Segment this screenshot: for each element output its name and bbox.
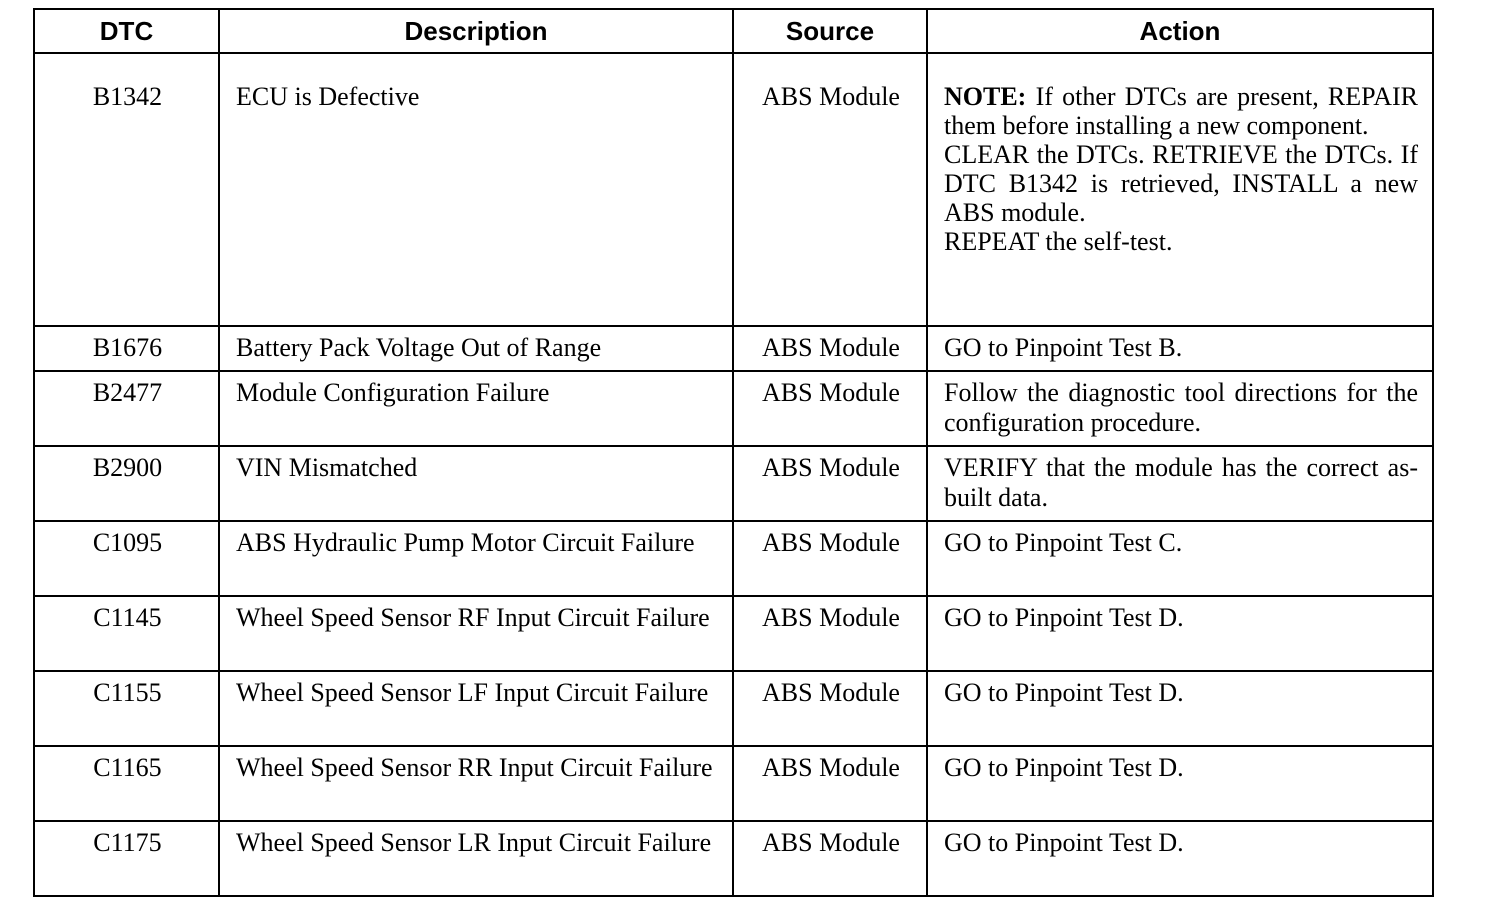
- dtc-source: ABS Module: [733, 326, 927, 371]
- table-row: [34, 521, 1433, 596]
- dtc-source: ABS Module: [733, 521, 927, 596]
- dtc-action: VERIFY that the module has the correct as-built data.: [927, 446, 1433, 521]
- dtc-source: ABS Module: [733, 671, 927, 746]
- dtc-description: Wheel Speed Sensor LF Input Circuit Failure: [219, 671, 733, 746]
- table-row: [34, 746, 1433, 821]
- action-extra-text: REPEAT the self-test.: [944, 227, 1173, 256]
- dtc-action: GO to Pinpoint Test B.: [927, 326, 1433, 371]
- dtc-code: C1175: [34, 821, 219, 896]
- dtc-action: GO to Pinpoint Test D.: [927, 746, 1433, 821]
- dtc-source: ABS Module: [733, 371, 927, 446]
- dtc-code: B1676: [34, 326, 219, 371]
- note-label: NOTE:: [944, 82, 1027, 111]
- table-row: [34, 53, 1433, 326]
- dtc-code: C1165: [34, 746, 219, 821]
- dtc-source: ABS Module: [733, 446, 927, 521]
- header-description: Description: [219, 9, 733, 53]
- dtc-action: GO to Pinpoint Test D.: [927, 671, 1433, 746]
- dtc-action: GO to Pinpoint Test C.: [927, 521, 1433, 596]
- dtc-description: Module Configuration Failure: [219, 371, 733, 446]
- header-action: Action: [927, 9, 1433, 53]
- dtc-action: GO to Pinpoint Test D.: [927, 821, 1433, 896]
- header-source: Source: [733, 9, 927, 53]
- dtc-description: VIN Mismatched: [219, 446, 733, 521]
- dtc-description: Battery Pack Voltage Out of Range: [219, 326, 733, 371]
- dtc-description: Wheel Speed Sensor LR Input Circuit Failure: [219, 821, 733, 896]
- dtc-code: C1145: [34, 596, 219, 671]
- dtc-source: ABS Module: [733, 746, 927, 821]
- dtc-description: Wheel Speed Sensor RR Input Circuit Failure: [219, 746, 733, 821]
- dtc-code: C1155: [34, 671, 219, 746]
- dtc-description: Wheel Speed Sensor RF Input Circuit Failure: [219, 596, 733, 671]
- dtc-action: [927, 53, 1433, 326]
- note-text: If other DTCs are present, REPAIR them before installing a new component.: [944, 82, 1418, 140]
- dtc-code: B2900: [34, 446, 219, 521]
- dtc-code: B2477: [34, 371, 219, 446]
- table-row: [34, 326, 1433, 371]
- dtc-code: B1342: [34, 53, 219, 326]
- dtc-description: ABS Hydraulic Pump Motor Circuit Failure: [219, 521, 733, 596]
- header-dtc: DTC: [34, 9, 219, 53]
- action-text: CLEAR the DTCs. RETRIEVE the DTCs. If DTC B1342 is retrieved, INSTALL a new ABS module.: [944, 140, 1418, 227]
- dtc-action: Follow the diagnostic tool directions for the configuration procedure.: [927, 371, 1433, 446]
- note-block: [944, 82, 1418, 140]
- dtc-source: ABS Module: [733, 821, 927, 896]
- dtc-source: ABS Module: [733, 53, 927, 326]
- table-header-row: [34, 9, 1433, 53]
- table-row: [34, 671, 1433, 746]
- table-row: [34, 371, 1433, 446]
- dtc-table: [33, 8, 1434, 897]
- dtc-source: ABS Module: [733, 596, 927, 671]
- table-row: [34, 821, 1433, 896]
- table-row: [34, 596, 1433, 671]
- dtc-code: C1095: [34, 521, 219, 596]
- dtc-action: GO to Pinpoint Test D.: [927, 596, 1433, 671]
- dtc-description: ECU is Defective: [219, 53, 733, 326]
- table-row: [34, 446, 1433, 521]
